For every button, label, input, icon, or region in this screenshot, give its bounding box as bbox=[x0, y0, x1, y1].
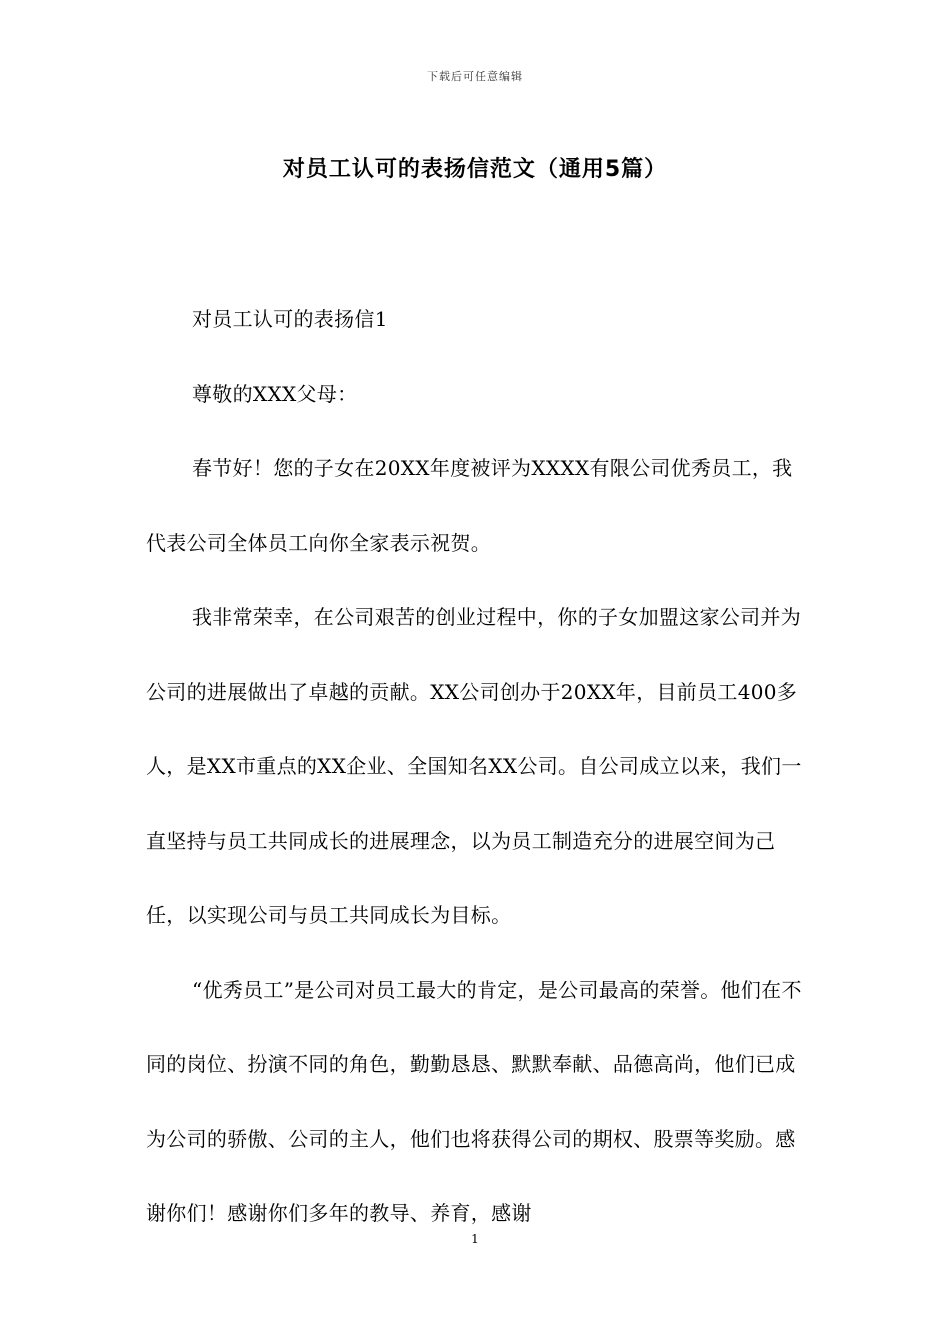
paragraph-3: “优秀员工”是公司对员工最大的肯定，是公司最高的荣誉。他们在不同的岗位、扮演不同的角色，勤勤恳恳、默默奉献、品德高尚，他们已成为公司的骄傲、公司的主人，他们也将获得公司的期权、股票等奖励。感谢你们！感谢你们多年的教导、养育，感谢 bbox=[146, 977, 802, 1225]
paragraph-2: 我非常荣幸，在公司艰苦的创业过程中，你的子女加盟这家公司并为公司的进展做出了卓越的贡献。XX公司创办于20XX年，目前员工400多人，是XX市重点的XX企业、全国知名XX公司。自公司成立以来，我们一直坚持与员工共同成长的进展理念，以为员工制造充分的进展空间为己任，以实现公司与员工共同成长为目标。 bbox=[146, 605, 802, 927]
document-title: 对员工认可的表扬信范文（通用5篇） bbox=[282, 157, 668, 182]
salutation: 尊敬的XXX父母： bbox=[192, 381, 358, 406]
header-note: 下载后可任意编辑 bbox=[427, 70, 523, 83]
document-body bbox=[146, 282, 810, 1251]
paragraph-1: 春节好！您的子女在20XX年度被评为XXXX有限公司优秀员工，我代表公司全体员工向你全家表示祝贺。 bbox=[146, 456, 793, 555]
section-heading: 对员工认可的表扬信1 bbox=[192, 307, 388, 331]
page-number: 1 bbox=[471, 1232, 479, 1246]
